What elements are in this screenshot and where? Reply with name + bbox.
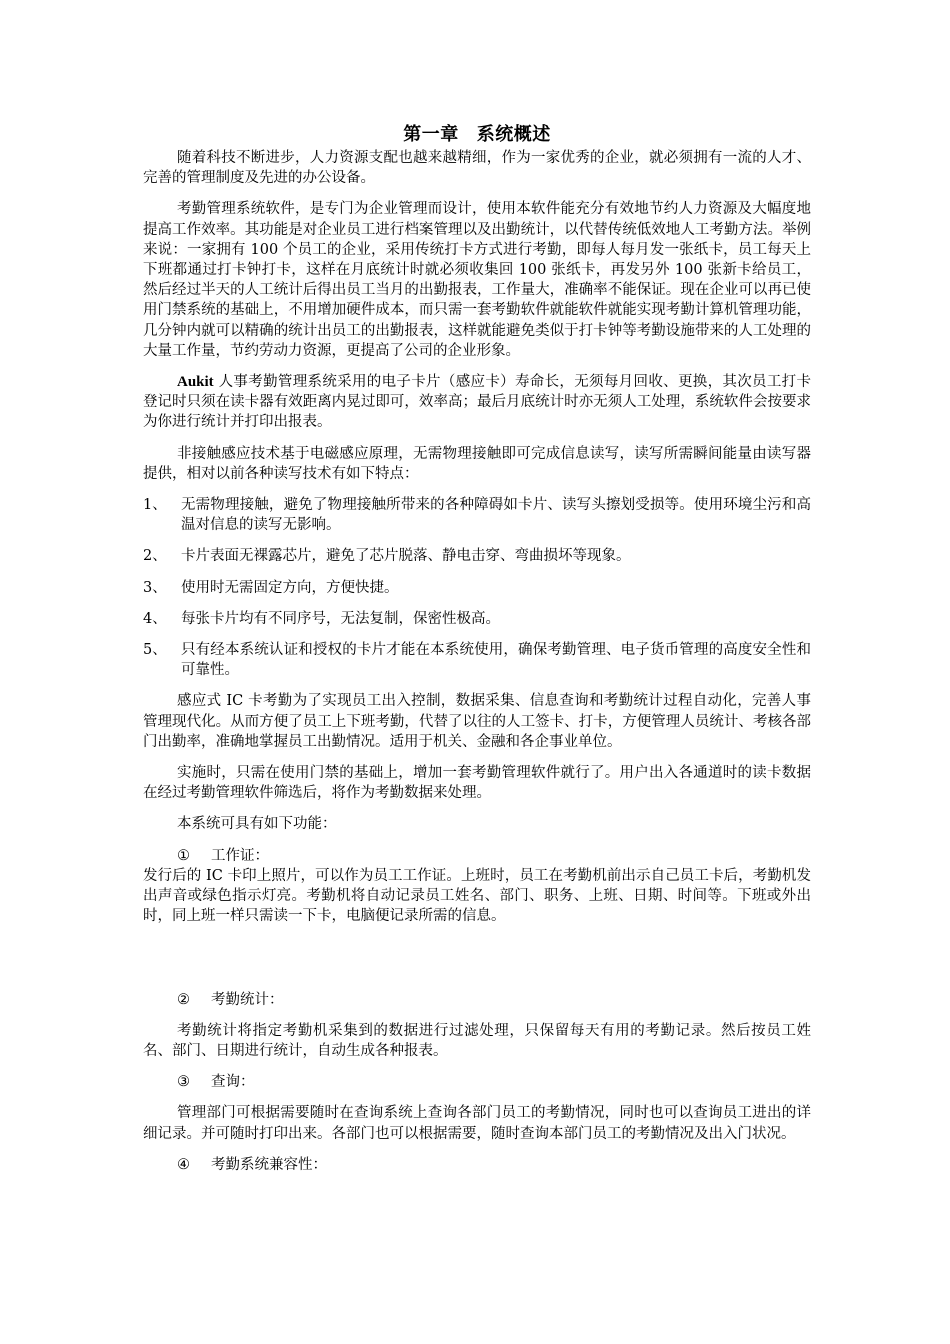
function-text-2: 考勤统计将指定考勤机采集到的数据进行过滤处理，只保留每天有用的考勤记录。然后按员工姓名、部门、日期进行统计，自动生成各种报表。 <box>143 1022 811 1059</box>
functions-intro: 本系统可具有如下功能： <box>177 816 337 833</box>
document-page <box>143 122 811 1175</box>
function-heading-3: ③ 查询： <box>177 1074 255 1091</box>
chapter-number: 第一章 <box>403 124 459 145</box>
list-item: 1、 无需物理接触，避免了物理接触所带来的各种障碍如卡片、读写头擦划受损等。使用环境尘污和高温对信息的读写无影响。 <box>143 497 811 534</box>
aukit-text: 人事考勤管理系统采用的电子卡片（感应卡）寿命长，无须每月回收、更换，其次员工打卡登记时只须在读卡器有效距离内晃过即可，效率高；最后月底统计时亦无须人工处理，系统软件会按要求为你进行统计并打印出报表。 <box>143 374 811 431</box>
list-item: 5、 只有经本系统认证和授权的卡片才能在本系统使用，确保考勤管理、电子货币管理的高度安全性和可靠性。 <box>143 642 811 679</box>
function-text-3: 管理部门可根据需要随时在查询系统上查询各部门员工的考勤情况，同时也可以查询员工进出的详细记录。并可随时打印出来。各部门也可以根据需要，随时查询本部门员工的考勤情况及出入门状况。 <box>143 1105 811 1142</box>
chapter-title <box>143 122 811 148</box>
brand-name: Aukit <box>177 374 214 391</box>
intro-paragraph-1: 随着科技不断进步，人力资源支配也越来越精细，作为一家优秀的企业，就必须拥有一流的人才、完善的管理制度及先进的办公设备。 <box>143 150 811 187</box>
function-text-1: 发行后的 IC 卡印上照片，可以作为员工工作证。上班时，员工在考勤机前出示自己员工卡后，考勤机发出声音或绿色指示灯亮。考勤机将自动记录员工姓名、部门、职务、上班、日期、时间等。下班或外出时，同上班一样只需读一下卡，电脑便记录所需的信息。 <box>143 867 811 925</box>
function-heading-1: ① 工作证： <box>177 847 269 864</box>
feature-list <box>143 495 811 680</box>
list-item: 2、 卡片表面无裸露芯片，避免了芯片脱落、静电击穿、弯曲损坏等现象。 <box>143 548 631 565</box>
function-heading-2: ② 考勤统计： <box>177 991 284 1008</box>
contactless-paragraph: 非接触感应技术基于电磁感应原理，无需物理接触即可完成信息读写，读写所需瞬间能量由读写器提供，相对以前各种读写技术有如下特点： <box>143 445 811 482</box>
chapter-name: 系统概述 <box>476 124 551 145</box>
aukit-paragraph <box>143 372 811 433</box>
implementation-paragraph: 实施时，只需在使用门禁的基础上，增加一套考勤管理软件就行了。用户出入各通道时的读卡数据在经过考勤管理软件筛选后，将作为考勤数据来处理。 <box>143 765 811 802</box>
function-heading-4: ④ 考勤系统兼容性： <box>177 1156 327 1173</box>
ic-card-paragraph: 感应式 IC 卡考勤为了实现员工出入控制，数据采集、信息查询和考勤统计过程自动化，完善人事管理现代化。从而方便了员工上下班考勤，代替了以往的人工签卡、打卡，方便管理人员统计、考核各部门出勤率，准确地掌握员工出勤情况。适用于机关、金融和各企事业单位。 <box>143 693 811 750</box>
intro-paragraph-2: 考勤管理系统软件，是专门为企业管理而设计，使用本软件能充分有效地节约人力资源及大幅度地提高工作效率。其功能是对企业员工进行档案管理以及出勤统计，以代替传统低效地人工考勤方法。举例来说：一家拥有 100 个员工的企业，采用传统打卡方式进行考勤，即每人每月发一张纸卡，员工每天上下班都通过打卡钟打卡，这样在月底统计时就必须收集回 100 张纸卡，再发另外 100 张新卡给员工，然后经过半天的人工统计后得出员工当月的出勤报表，工作量大，准确率不能保证。现在企业可以再已使用门禁系统的基础上，不用增加硬件成本，而只需一套考勤软件就能软件就能实现考勤计算机管理功能，几分钟内就可以精确的统计出员工的出勤报表，这样就能避免类似于打卡钟等考勤设施带来的人工处理的大量工作量，节约劳动力资源，更提高了公司的企业形象。 <box>143 201 811 359</box>
list-item: 3、 使用时无需固定方向，方便快捷。 <box>143 579 399 596</box>
list-item: 4、 每张卡片均有不同序号，无法复制，保密性极高。 <box>143 610 500 627</box>
